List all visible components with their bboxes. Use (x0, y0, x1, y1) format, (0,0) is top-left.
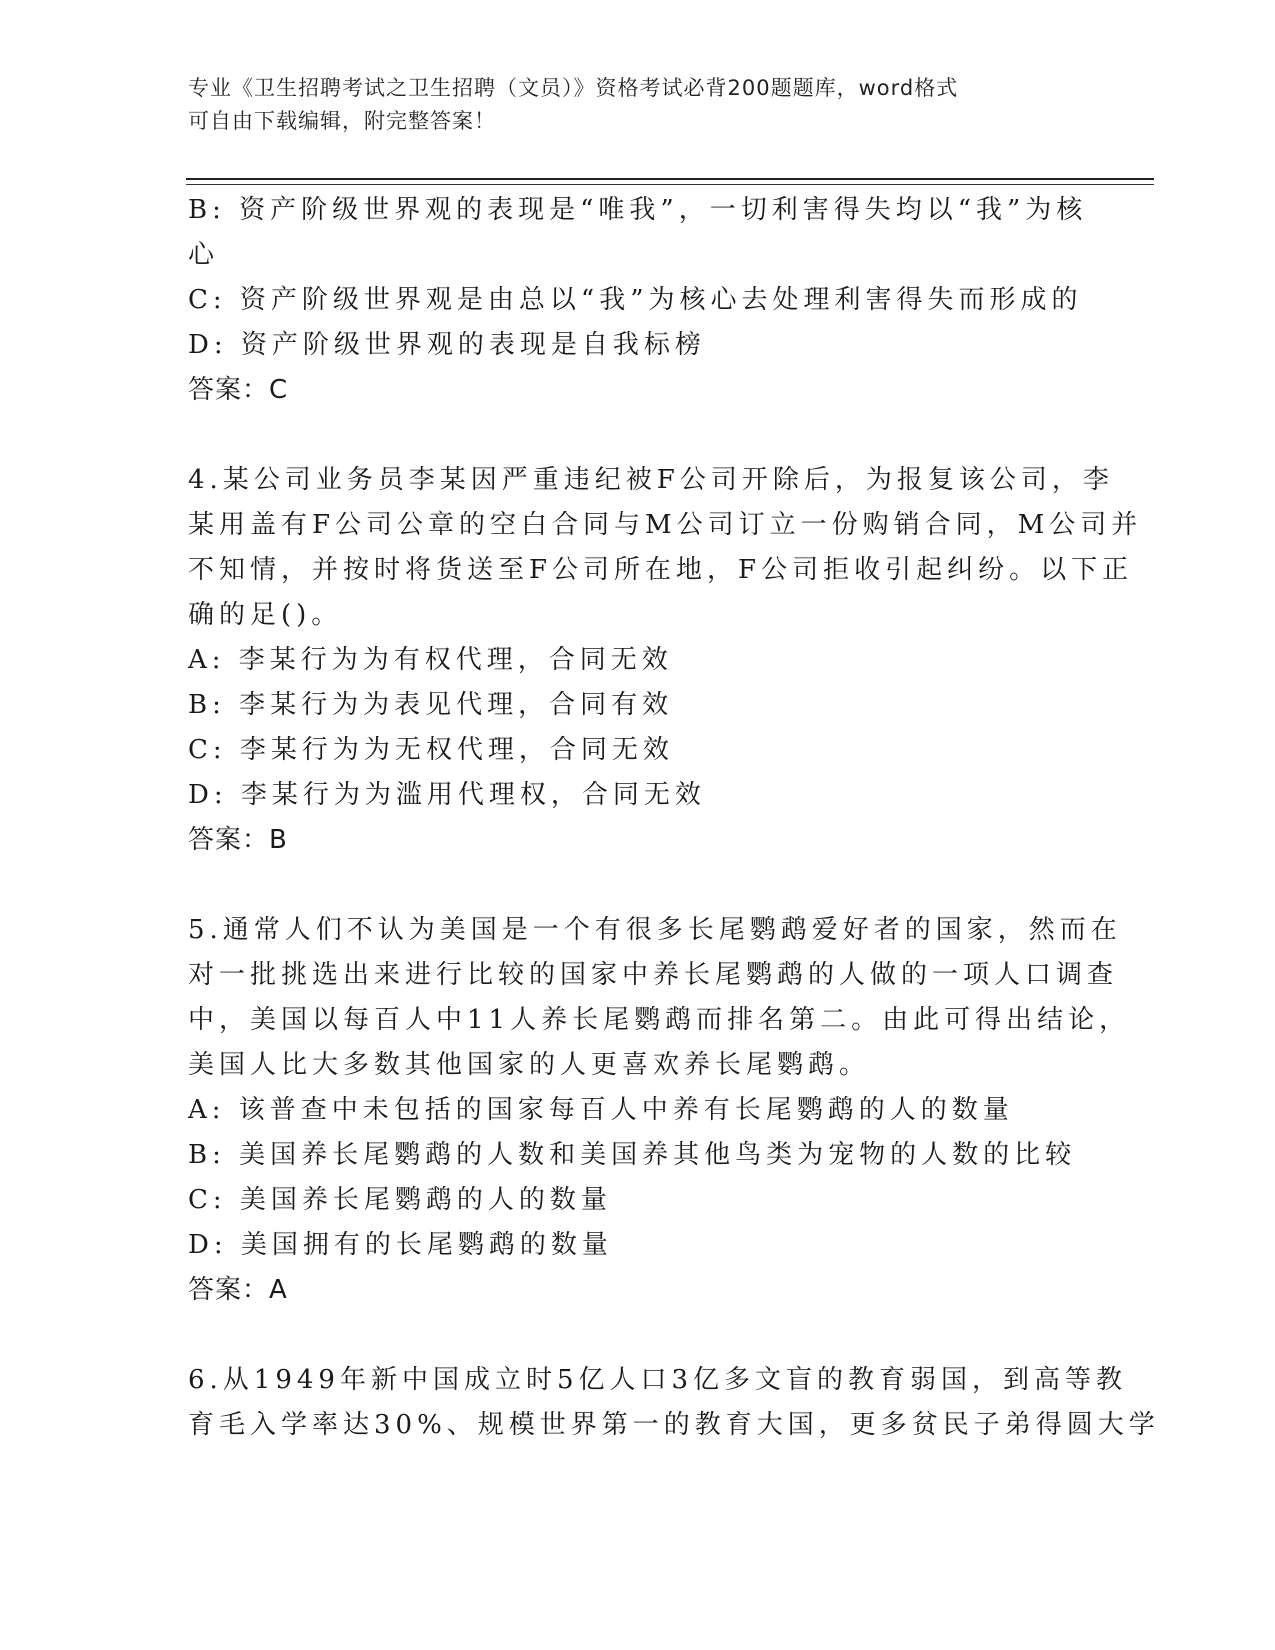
question-stem-line-2: 某用盖有F公司公章的空白合同与M公司订立一份购销合同，M公司并 (188, 510, 1143, 540)
question-6 (188, 1358, 1160, 1448)
option-d: D: 美国拥有的长尾鹦鹉的数量 (188, 1230, 613, 1260)
header-title-line-1: 专业《卫生招聘考试之卫生招聘（文员）》资格考试必背200题题库，word格式 (188, 76, 959, 100)
option-c: C: 李某行为为无权代理，合同无效 (188, 735, 674, 765)
option-d: D: 李某行为为滥用代理权，合同无效 (188, 780, 706, 810)
answer-label: 答案：A (188, 1275, 288, 1305)
answer-label: 答案：B (188, 825, 288, 855)
question-stem-line-2: 对一批挑选出来进行比较的国家中养长尾鹦鹉的人做的一项人口调查 (188, 960, 1119, 990)
spacer (188, 863, 1088, 908)
header-divider-thick (186, 178, 1154, 180)
question-stem-line-3: 中，美国以每百人中11人养长尾鹦鹉而排名第二。由此可得出结论， (188, 1005, 1131, 1035)
question-stem-line-3: 不知情，并按时将货送至F公司所在地，F公司拒收引起纠纷。以下正 (188, 555, 1134, 585)
option-a: A: 该普查中未包括的国家每百人中养有长尾鹦鹉的人的数量 (188, 1095, 1014, 1125)
option-c: C: 美国养长尾鹦鹉的人的数量 (188, 1185, 612, 1215)
spacer (188, 413, 1088, 458)
question-3-tail (188, 188, 1088, 413)
option-d: D: 资产阶级世界观的表现是自我标榜 (188, 330, 706, 360)
question-list (188, 188, 1160, 1448)
header-title-line-2: 可自由下载编辑，附完整答案！ (188, 109, 496, 133)
option-b: B: 李某行为为表见代理，合同有效 (188, 690, 674, 720)
question-stem-line-4: 美国人比大多数其他国家的人更喜欢养长尾鹦鹉。 (188, 1050, 871, 1080)
option-b-line-1: B: 资产阶级世界观的表现是“唯我”，一切利害得失均以“我”为核 (188, 195, 1088, 225)
question-stem-line-1: 4.某公司业务员李某因严重违纪被F公司开除后，为报复该公司，李 (188, 465, 1114, 495)
question-stem-line-2: 育毛入学率达30%、规模世界第一的教育大国，更多贫民子弟得圆大学 (188, 1410, 1160, 1440)
question-5 (188, 908, 1131, 1313)
question-stem-line-1: 5.通常人们不认为美国是一个有很多长尾鹦鹉爱好者的国家，然而在 (188, 915, 1122, 945)
option-b-line-2: 心 (188, 240, 220, 270)
answer-label: 答案：C (188, 375, 289, 405)
question-4 (188, 458, 1143, 863)
question-stem-line-1: 6.从1949年新中国成立时5亿人口3亿多文盲的教育弱国，到高等教 (188, 1365, 1128, 1395)
spacer (188, 1313, 1088, 1358)
question-stem-line-4: 确的足()。 (188, 600, 343, 630)
option-a: A: 李某行为为有权代理，合同无效 (188, 645, 673, 675)
document-header (188, 72, 1068, 138)
header-divider-thin (186, 184, 1154, 185)
option-b: B: 美国养长尾鹦鹉的人数和美国养其他鸟类为宠物的人数的比较 (188, 1140, 1077, 1170)
option-c: C: 资产阶级世界观是由总以“我”为核心去处理利害得失而形成的 (188, 285, 1083, 315)
